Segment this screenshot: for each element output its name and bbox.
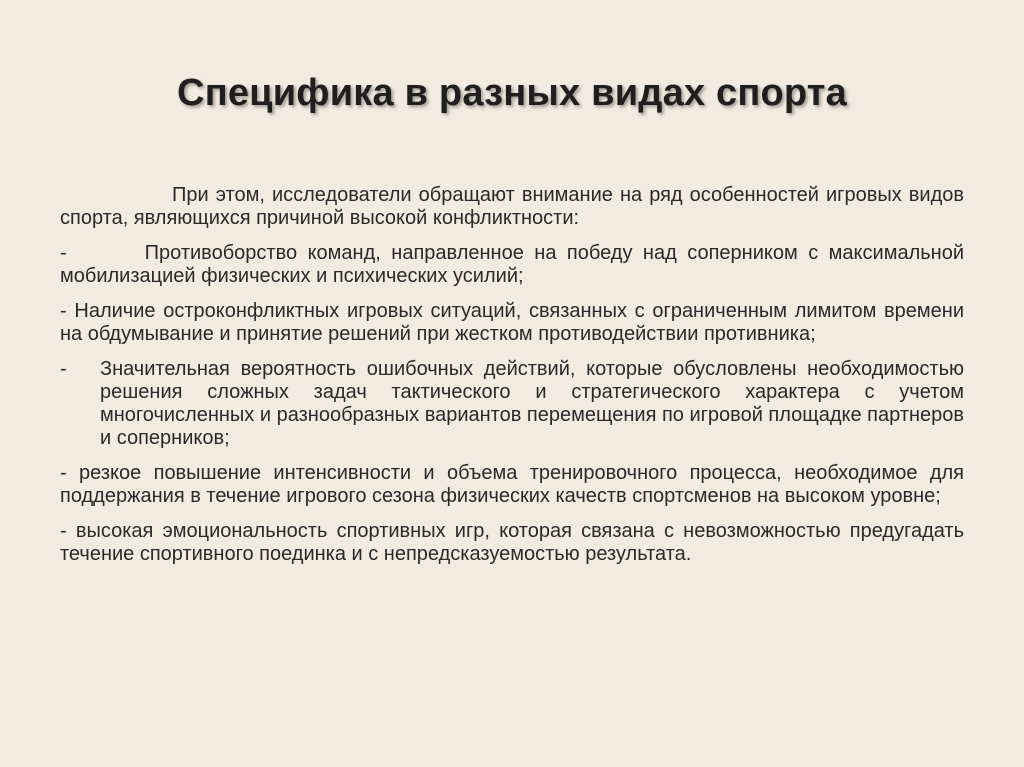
list-item-1-dash: - [60, 242, 67, 264]
list-item-1 [60, 242, 964, 288]
intro-paragraph: При этом, исследователи обращают внимание на ряд особенностей игровых видов спорта, являющихся причиной высокой конфликтности: [60, 184, 964, 229]
list-item-4-dash: - [60, 462, 67, 484]
list-item-2-dash: - [60, 300, 67, 322]
slide-title: Специфика в разных видах спорта [177, 72, 847, 114]
list-item-2 [60, 300, 964, 346]
list-item-3-dash: - [60, 358, 67, 380]
list-item-5-text: высокая эмоциональность спортивных игр, которая связана с невозможностью предугадать течение спортивного поединка и с непредсказуемостью результата. [60, 520, 964, 565]
list-item-3 [60, 358, 964, 450]
slide-body [60, 184, 964, 578]
list-item-3-text: Значительная вероятность ошибочных действий, которые обусловлены необходимостью решения сложных задач тактического и стратегического характера с учетом многочисленных и разнообразных вариантов перемещения по игровой площадке партнеров и соперников; [100, 358, 965, 449]
list-item-4-text: резкое повышение интенсивности и объема тренировочного процесса, необходимое для поддержания в течение игрового сезона физических качеств спортсменов на высоком уровне; [60, 462, 964, 507]
list-item-1-text: Противоборство команд, направленное на победу над соперником с максимальной мобилизацией физических и психических усилий; [60, 242, 964, 287]
list-item-2-text: Наличие остроконфликтных игровых ситуаций, связанных с ограниченным лимитом времени на обдумывание и принятие решений при жестком противодействии противника; [60, 300, 964, 345]
list-item-5 [60, 520, 964, 566]
list-item-4 [60, 462, 964, 508]
list-item-5-dash: - [60, 520, 67, 542]
